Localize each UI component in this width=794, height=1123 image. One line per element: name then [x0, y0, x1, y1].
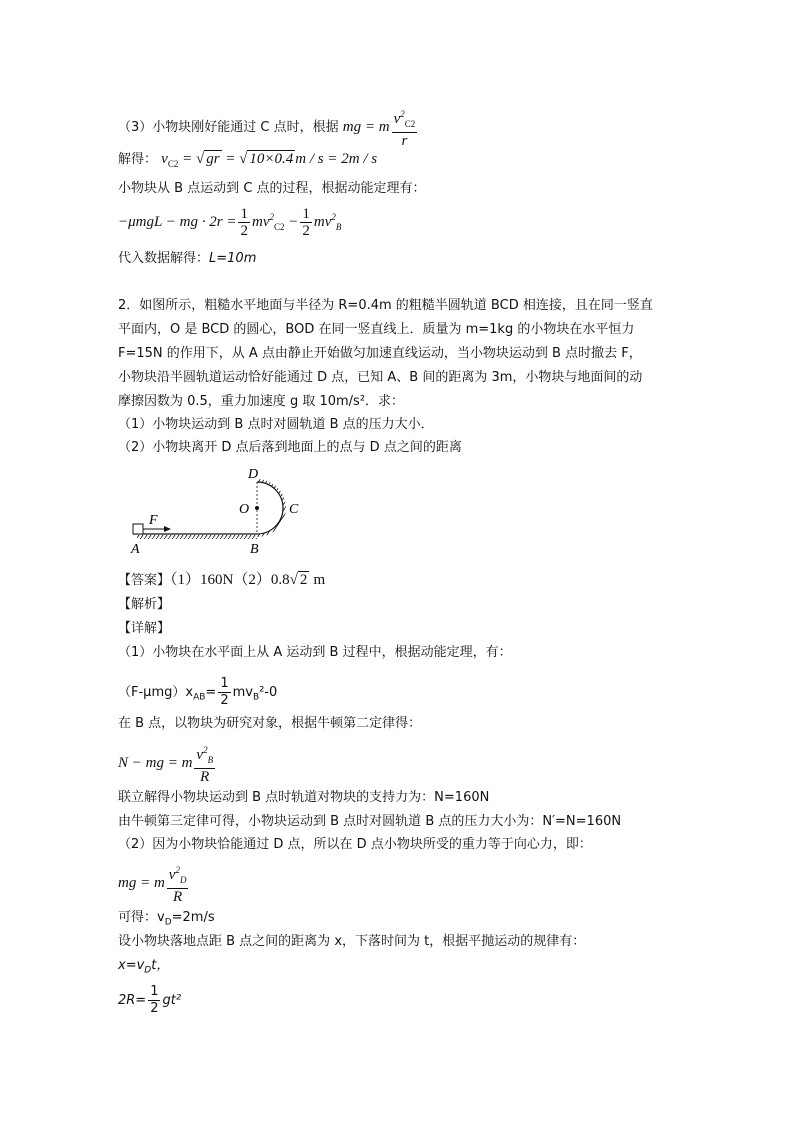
- answer-label: 【答案】: [118, 573, 171, 588]
- label-C: C: [289, 502, 299, 517]
- center-point: [255, 506, 259, 510]
- newton-second-law-equation: N − mg = m $\frac{v^2_B}{R}$: [118, 742, 217, 785]
- label-O: O: [239, 502, 250, 517]
- detail-p9: 2R= $\frac{1}{2}$ gt²: [118, 984, 182, 1016]
- detail-p2: 在 B 点，以物块为研究对象，根据牛顿第二定律得：: [118, 716, 422, 731]
- solve-line: [118, 150, 377, 173]
- semicircle-hatch: [257, 479, 286, 537]
- detail-label: 【详解】: [118, 621, 171, 636]
- formula-vc2: $v_{C2}$ = √ gr = √ 10×0.4 m / s = 2m / s: [161, 151, 378, 169]
- track-diagram: [125, 460, 325, 560]
- part3-intro: （3）小物块刚好能通过 C 点时，根据: [118, 119, 339, 135]
- l-result: L=10m: [209, 251, 257, 266]
- label-D: D: [248, 467, 259, 482]
- part3-line: [118, 106, 419, 149]
- detail-p7: 设小物块落地点距 B 点之间的距离为 x，下落时间为 t，根据平抛运动的规律有：: [118, 934, 586, 949]
- detail-p5: （2）因为小物块恰能通过 D 点，所以在 D 点小物块所受的重力等于向心力，即：: [118, 837, 592, 852]
- centripetal-equation: mg = m $\frac{v^2_D}{R}$: [118, 862, 190, 905]
- substitute-line: 代入数据解得：L=10m: [118, 251, 257, 266]
- detail-p1: （1）小物块在水平面上从 A 运动到 B 过程中，根据动能定理，有：: [118, 645, 512, 660]
- detail-p3: 联立解得小物块运动到 B 点时轨道对物块的支持力为：N=160N: [118, 790, 490, 805]
- problem2-line1: 2．如图所示，粗糙水平地面与半径为 R=0.4m 的粗糙半圆轨道 BCD 相连接，且在同一竖直: [118, 298, 653, 313]
- label-F: F: [149, 513, 158, 528]
- problem2-line5: 摩擦因数为 0.5，重力加速度 g 取 10m/s²．求：: [118, 394, 405, 409]
- ground-hatch: [137, 535, 257, 539]
- answer-line: 【答案】（1）160N（2）0.8√ 2 m: [118, 572, 326, 588]
- detail-p4: 由牛顿第三定律可得，小物块运动到 B 点时对圆轨道 B 点的压力大小为：N′=N=160N: [118, 814, 622, 829]
- label-B: B: [250, 542, 259, 557]
- problem2-line4: 小物块沿半圆轨道运动恰好能通过 D 点，已知 A、B 间的距离为 3m，小物块与地面间的动: [118, 370, 643, 385]
- solve-label: 解得：: [118, 152, 158, 167]
- detail-p8: $x=v_Dt$，: [118, 958, 170, 976]
- work-energy-equation: $(F-\mu mg)x_{AB}=$ $\frac{1}{2}$ $mv_B^2-0$: [118, 676, 278, 708]
- block: [133, 524, 143, 534]
- force-arrow-head: [164, 526, 171, 532]
- problem2-line2: 平面内，O 是 BCD 的圆心，BOD 在同一竖直线上．质量为 m=1kg 的小物块在水平恒力: [118, 322, 635, 337]
- detail-p6: 可得：$v_D=2m/s$: [118, 910, 215, 928]
- analysis-label: 【解析】: [118, 597, 171, 612]
- question-2: （2）小物块离开 D 点后落到地面上的点与 D 点之间的距离: [118, 440, 462, 455]
- formula-mg-mv2r: mg = m $\frac{v^2_{C2}}{r}$: [343, 119, 419, 135]
- problem2-line3: F=15N 的作用下，从 A 点由静止开始做匀加速直线运动，当小物块运动到 B 点时撤去 F，: [118, 346, 642, 361]
- energy-equation: −μmgL − mg · 2r = $\frac{1}{2}$ $mv^2_{C2}$ − $\frac{1}{2}$ $mv^2_B$: [118, 206, 342, 239]
- label-A: A: [131, 542, 140, 557]
- b-to-c-line: 小物块从 B 点运动到 C 点的过程，根据动能定理有：: [118, 181, 426, 196]
- question-1: （1）小物块运动到 B 点时对圆轨道 B 点的压力大小．: [118, 417, 434, 432]
